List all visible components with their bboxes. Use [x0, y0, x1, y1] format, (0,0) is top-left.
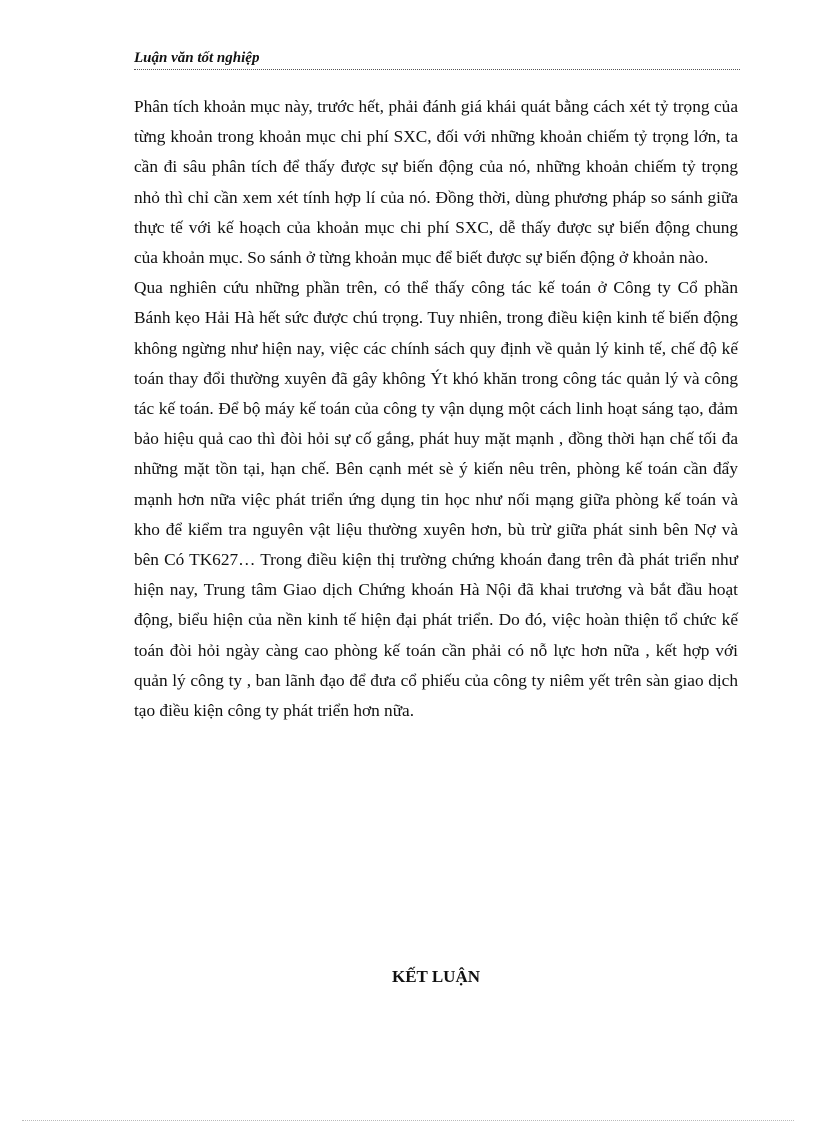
footer-divider	[22, 1120, 794, 1121]
body-text	[134, 92, 738, 726]
header-title: Luận văn tốt nghiệp	[134, 50, 260, 66]
section-heading-conclusion: KẾT LUẬN	[391, 967, 480, 986]
paragraph-1: Phân tích khoản mục này, trước hết, phải đánh giá khái quát bằng cách xét tỷ trọng của từng khoản trong khoản mục chi phí SXC, đối với những khoản chiếm tỷ trọng lớn, ta cần đi sâu phân tích để thấy được sự biến động của nó, những khoản chiếm tỷ trọng nhỏ thì chỉ cần xem xét tính hợp lí của nó. Đồng thời, dùng phương pháp so sánh giữa thực tế với kế hoạch của khoản mục chi phí SXC, dễ thấy được sự biến động chung của khoản mục. So sánh ở từng khoản mục để biết được sự biến động ở khoản nào.	[134, 97, 738, 268]
page-header	[134, 47, 740, 70]
paragraph-2: Qua nghiên cứu những phần trên, có thể thấy công tác kế toán ở Công ty Cổ phần Bánh kẹo Hải Hà hết sức được chú trọng. Tuy nhiên, trong điều kiện kinh tế biến động không ngừng như hiện nay, việc các chính sách quy định về quản lý kinh tế, chế độ kế toán thay đổi thường xuyên đã gây không Ýt khó khăn trong công tác quản lý và công tác kế toán. Để bộ máy kế toán của công ty vận dụng một cách linh hoạt sáng tạo, đảm bảo hiệu quả cao thì đòi hỏi sự cố gắng, phát huy mặt mạnh , đồng thời hạn chế tối đa những mặt tồn tại, hạn chế. Bên cạnh mét sè ý kiến nêu trên, phòng kế toán cần đẩy mạnh hơn nữa việc phát triển ứng dụng tin học như nối mạng giữa phòng kế toán và kho để kiểm tra nguyên vật liệu thường xuyên hơn, bù trừ giữa phát sinh bên Nợ và bên Có TK627… Trong điều kiện thị trường chứng khoán đang trên đà phát triển như hiện nay, Trung tâm Giao dịch Chứng khoán Hà Nội đã khai trương và bắt đầu hoạt động, biểu hiện của nền kinh tế hiện đại phát triển. Do đó, việc hoàn thiện tổ chức kế toán đòi hỏi ngày càng cao phòng kế toán cần phải có nỗ lực hơn nữa , kết hợp với quản lý công ty , ban lãnh đạo để đưa cổ phiếu của công ty niêm yết trên sàn giao dịch tạo điều kiện công ty phát triển hơn nữa.	[134, 278, 738, 721]
